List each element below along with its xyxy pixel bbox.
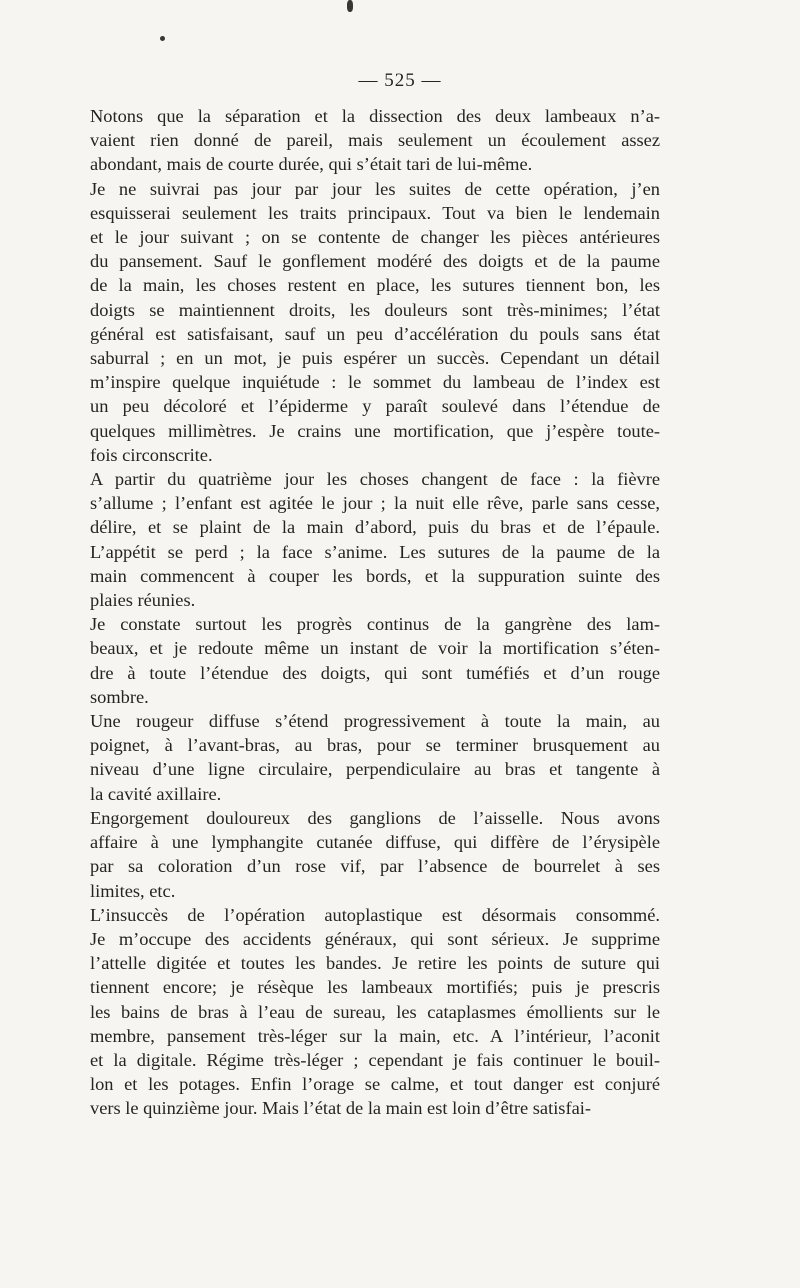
text-line: Je ne suivrai pas jour par jour les suites de cette opération, j’en <box>90 178 660 199</box>
text-line: niveau d’une ligne circulaire, perpendiculaire au bras et tangente à <box>90 759 660 780</box>
text-line: limites, etc. <box>90 880 176 901</box>
text-line: A partir du quatrième jour les choses changent de face : la fièvre <box>90 469 660 490</box>
text-line: main commencent à couper les bords, et la suppuration suinte des <box>90 565 660 586</box>
ink-speck <box>160 36 165 41</box>
text-line: dre à toute l’étendue des doigts, qui sont tuméfiés et d’un rouge <box>90 662 660 683</box>
text-line: saburral ; en un mot, je puis espérer un succès. Cependant un détail <box>90 348 660 369</box>
text-line: Je m’occupe des accidents généraux, qui sont sérieux. Je supprime <box>90 928 660 949</box>
text-line: doigts se maintiennent droits, les douleurs sont très-minimes; l’état <box>90 299 660 320</box>
text-line: les bains de bras à l’eau de sureau, les cataplasmes émollients sur le <box>90 1001 660 1022</box>
paragraph <box>90 903 660 1121</box>
text-line: général est satisfaisant, sauf un peu d’accélération du pouls sans état <box>90 323 660 344</box>
text-line: Une rougeur diffuse s’étend progressivement à toute la main, au <box>90 711 660 732</box>
text-line: vers le quinzième jour. Mais l’état de la main est loin d’être satisfai- <box>90 1098 591 1119</box>
paragraph <box>90 806 660 903</box>
text-line: fois circonscrite. <box>90 444 213 465</box>
text-line: s’allume ; l’enfant est agitée le jour ; la nuit elle rêve, parle sans cesse, <box>90 493 660 514</box>
text-line: abondant, mais de courte durée, qui s’était tari de lui-même. <box>90 154 533 175</box>
text-line: plaies réunies. <box>90 590 196 611</box>
ink-mark <box>347 0 353 12</box>
body-text <box>90 104 660 1121</box>
text-line: lon et les potages. Enfin l’orage se calme, et tout danger est conjuré <box>90 1074 660 1095</box>
text-line: l’attelle digitée et toutes les bandes. Je retire les points de suture qui <box>90 953 660 974</box>
text-line: quelques millimètres. Je crains une mortification, que j’espère toute- <box>90 420 660 441</box>
paragraph <box>90 709 660 806</box>
paragraph <box>90 467 660 612</box>
text-line: L’insuccès de l’opération autoplastique est désormais consommé. <box>90 904 660 925</box>
text-line: du pansement. Sauf le gonflement modéré des doigts et de la paume <box>90 251 660 272</box>
text-line: de la main, les choses restent en place, les sutures tiennent bon, les <box>90 275 660 296</box>
text-line: Je constate surtout les progrès continus de la gangrène des lam- <box>90 614 660 635</box>
text-line: membre, pansement très-léger sur la main, etc. A l’intérieur, l’aconit <box>90 1025 660 1046</box>
text-line: par sa coloration d’un rose vif, par l’absence de bourrelet à ses <box>90 856 660 877</box>
text-line: et la digitale. Régime très-léger ; cependant je fais continuer le bouil- <box>90 1049 660 1070</box>
text-line: délire, et se plaint de la main d’abord, puis du bras et de l’épaule. <box>90 517 660 538</box>
text-line: un peu décoloré et l’épiderme y paraît soulevé dans l’étendue de <box>90 396 660 417</box>
text-line: et le jour suivant ; on se contente de changer les pièces antérieures <box>90 227 660 248</box>
page-number: — 525 — <box>358 70 442 91</box>
paragraph <box>90 104 660 177</box>
text-line: L’appétit se perd ; la face s’anime. Les sutures de la paume de la <box>90 541 660 562</box>
paragraph <box>90 177 660 467</box>
text-line: affaire à une lymphangite cutanée diffuse, qui diffère de l’érysipèle <box>90 832 660 853</box>
text-line: esquisserai seulement les traits principaux. Tout va bien le lendemain <box>90 202 660 223</box>
text-line: poignet, à l’avant-bras, au bras, pour se terminer brusquement au <box>90 735 660 756</box>
text-line: Engorgement douloureux des ganglions de l’aisselle. Nous avons <box>90 807 660 828</box>
paragraph <box>90 612 660 709</box>
text-line: beaux, et je redoute même un instant de voir la mortification s’éten- <box>90 638 660 659</box>
text-line: la cavité axillaire. <box>90 783 222 804</box>
text-line: m’inspire quelque inquiétude : le sommet du lambeau de l’index est <box>90 372 660 393</box>
text-line: vaient rien donné de pareil, mais seulement un écoulement assez <box>90 130 660 151</box>
text-line: Notons que la séparation et la dissection des deux lambeaux n’a- <box>90 106 660 126</box>
text-line: tiennent encore; je résèque les lambeaux mortifiés; puis je prescris <box>90 977 660 998</box>
text-line: sombre. <box>90 686 149 707</box>
